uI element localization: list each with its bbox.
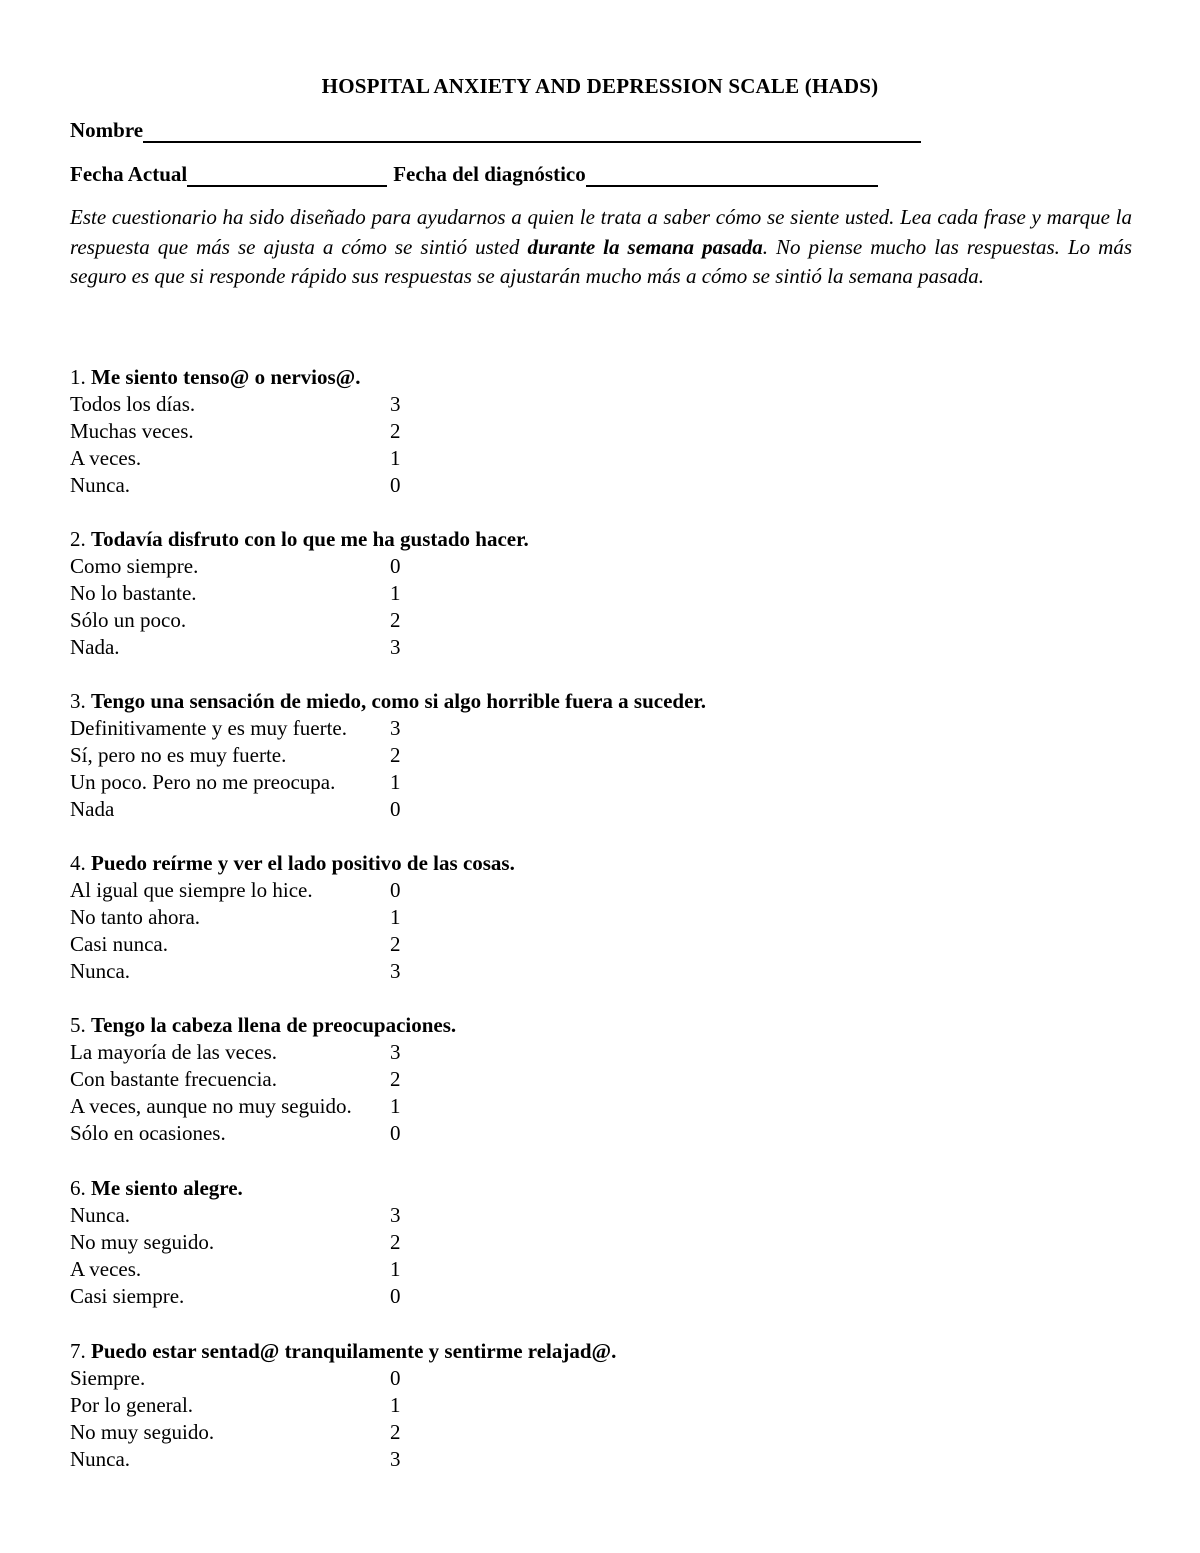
option-label: La mayoría de las veces. bbox=[70, 1040, 277, 1064]
option-label: Muchas veces. bbox=[70, 419, 194, 443]
answer-option[interactable] bbox=[70, 1093, 830, 1120]
option-score: 0 bbox=[390, 473, 401, 497]
question-text: Tengo la cabeza llena de preocupaciones. bbox=[91, 1013, 457, 1037]
option-label: Nada. bbox=[70, 635, 120, 659]
answer-option[interactable] bbox=[70, 1256, 830, 1283]
option-score: 3 bbox=[390, 716, 401, 740]
instructions-paragraph bbox=[70, 203, 1132, 292]
question-heading bbox=[70, 1012, 830, 1039]
answer-option[interactable] bbox=[70, 553, 830, 580]
option-score: 2 bbox=[390, 419, 401, 443]
answer-option[interactable] bbox=[70, 445, 830, 472]
question-number: 3. bbox=[70, 689, 86, 713]
answer-option[interactable] bbox=[70, 1039, 830, 1066]
instructions-emphasis: durante la semana pasada bbox=[527, 234, 763, 259]
answer-option[interactable] bbox=[70, 1419, 830, 1446]
option-score: 0 bbox=[390, 797, 401, 821]
question-heading bbox=[70, 688, 830, 715]
question-text: Me siento alegre. bbox=[91, 1176, 243, 1200]
option-score: 1 bbox=[390, 1393, 401, 1417]
document-title: HOSPITAL ANXIETY AND DEPRESSION SCALE (HADS) bbox=[321, 74, 879, 98]
option-score: 2 bbox=[390, 932, 401, 956]
option-score: 0 bbox=[390, 1366, 401, 1390]
option-score: 3 bbox=[390, 959, 401, 983]
option-label: No lo bastante. bbox=[70, 581, 197, 605]
option-score: 1 bbox=[390, 770, 401, 794]
option-label: Un poco. Pero no me preocupa. bbox=[70, 770, 336, 794]
answer-option[interactable] bbox=[70, 796, 830, 823]
answer-option[interactable] bbox=[70, 931, 830, 958]
option-label: A veces, aunque no muy seguido. bbox=[70, 1094, 352, 1118]
option-score: 2 bbox=[390, 608, 401, 632]
date-field-row bbox=[70, 161, 878, 187]
option-score: 1 bbox=[390, 581, 401, 605]
answer-option[interactable] bbox=[70, 877, 830, 904]
option-label: No muy seguido. bbox=[70, 1230, 215, 1254]
question-text: Puedo estar sentad@ tranquilamente y sentirme relajad@. bbox=[91, 1339, 617, 1363]
question-number: 1. bbox=[70, 365, 86, 389]
option-label: Con bastante frecuencia. bbox=[70, 1067, 277, 1091]
option-score: 3 bbox=[390, 1203, 401, 1227]
option-label: A veces. bbox=[70, 446, 142, 470]
answer-option[interactable] bbox=[70, 1202, 830, 1229]
question-number: 5. bbox=[70, 1013, 86, 1037]
option-label: Nunca. bbox=[70, 1203, 131, 1227]
answer-option[interactable] bbox=[70, 472, 830, 499]
answer-option[interactable] bbox=[70, 904, 830, 931]
option-score: 3 bbox=[390, 1040, 401, 1064]
answer-option[interactable] bbox=[70, 1392, 830, 1419]
option-label: Sí, pero no es muy fuerte. bbox=[70, 743, 287, 767]
answer-option[interactable] bbox=[70, 1283, 830, 1310]
option-label: A veces. bbox=[70, 1257, 142, 1281]
question-heading bbox=[70, 526, 830, 553]
option-label: Por lo general. bbox=[70, 1393, 194, 1417]
question-number: 7. bbox=[70, 1339, 86, 1363]
option-label: Definitivamente y es muy fuerte. bbox=[70, 716, 347, 740]
question-number: 6. bbox=[70, 1176, 86, 1200]
option-score: 0 bbox=[390, 878, 401, 902]
question-number: 4. bbox=[70, 851, 86, 875]
option-score: 1 bbox=[390, 905, 401, 929]
option-score: 0 bbox=[390, 554, 401, 578]
option-label: Al igual que siempre lo hice. bbox=[70, 878, 313, 902]
option-label: Todos los días. bbox=[70, 392, 196, 416]
option-label: Casi siempre. bbox=[70, 1284, 185, 1308]
question-7 bbox=[70, 1338, 830, 1473]
question-heading bbox=[70, 1338, 830, 1365]
option-label: No muy seguido. bbox=[70, 1420, 215, 1444]
question-6 bbox=[70, 1175, 830, 1310]
answer-option[interactable] bbox=[70, 1120, 830, 1147]
answer-option[interactable] bbox=[70, 1229, 830, 1256]
date-blank-line[interactable] bbox=[187, 163, 387, 187]
question-1 bbox=[70, 364, 830, 499]
diagnosis-label: Fecha del diagnóstico bbox=[393, 162, 586, 186]
option-score: 3 bbox=[390, 635, 401, 659]
question-text: Me siento tenso@ o nervios@. bbox=[91, 365, 361, 389]
date-label: Fecha Actual bbox=[70, 162, 188, 186]
name-label: Nombre bbox=[70, 118, 144, 142]
question-text: Todavía disfruto con lo que me ha gustado hacer. bbox=[91, 527, 529, 551]
question-3 bbox=[70, 688, 830, 823]
question-number: 2. bbox=[70, 527, 86, 551]
answer-option[interactable] bbox=[70, 1066, 830, 1093]
answer-option[interactable] bbox=[70, 958, 830, 985]
option-label: Nada bbox=[70, 797, 115, 821]
diagnosis-blank-line[interactable] bbox=[586, 163, 878, 187]
question-heading bbox=[70, 1175, 830, 1202]
answer-option[interactable] bbox=[70, 634, 830, 661]
question-heading bbox=[70, 850, 830, 877]
option-label: Nunca. bbox=[70, 1447, 131, 1471]
name-field-row bbox=[70, 117, 921, 143]
option-score: 1 bbox=[390, 1257, 401, 1281]
instructions-text-2: . No piense mucho las respuestas. Lo más seguro es que si responde rápido sus respuestas se ajustarán mucho más a cómo se sintió la semana pasada. bbox=[70, 234, 1132, 288]
option-score: 2 bbox=[390, 1067, 401, 1091]
option-label: Nunca. bbox=[70, 959, 131, 983]
option-score: 3 bbox=[390, 1447, 401, 1471]
answer-option[interactable] bbox=[70, 607, 830, 634]
answer-option[interactable] bbox=[70, 418, 830, 445]
option-score: 2 bbox=[390, 743, 401, 767]
option-label: No tanto ahora. bbox=[70, 905, 201, 929]
answer-option[interactable] bbox=[70, 769, 830, 796]
question-4 bbox=[70, 850, 830, 985]
option-score: 2 bbox=[390, 1420, 401, 1444]
option-label: Nunca. bbox=[70, 473, 131, 497]
answer-option[interactable] bbox=[70, 1365, 830, 1392]
option-label: Sólo en ocasiones. bbox=[70, 1121, 226, 1145]
option-score: 0 bbox=[390, 1284, 401, 1308]
question-heading bbox=[70, 364, 830, 391]
option-score: 2 bbox=[390, 1230, 401, 1254]
option-label: Como siempre. bbox=[70, 554, 199, 578]
name-blank-line[interactable] bbox=[143, 119, 921, 143]
question-text: Tengo una sensación de miedo, como si algo horrible fuera a suceder. bbox=[91, 689, 707, 713]
option-label: Casi nunca. bbox=[70, 932, 168, 956]
question-text: Puedo reírme y ver el lado positivo de las cosas. bbox=[91, 851, 515, 875]
option-score: 3 bbox=[390, 392, 401, 416]
answer-option[interactable] bbox=[70, 580, 830, 607]
answer-option[interactable] bbox=[70, 715, 830, 742]
option-label: Sólo un poco. bbox=[70, 608, 187, 632]
option-score: 1 bbox=[390, 1094, 401, 1118]
answer-option[interactable] bbox=[70, 742, 830, 769]
answer-option[interactable] bbox=[70, 391, 830, 418]
option-label: Siempre. bbox=[70, 1366, 146, 1390]
answer-option[interactable] bbox=[70, 1446, 830, 1473]
option-score: 1 bbox=[390, 446, 401, 470]
question-5 bbox=[70, 1012, 830, 1147]
option-score: 0 bbox=[390, 1121, 401, 1145]
instructions-text-1: Este cuestionario ha sido diseñado para ayudarnos a quien le trata a saber cómo se siente usted. Lea cada frase y marque la respuesta que más se ajusta a cómo se sintió usted bbox=[70, 205, 1132, 259]
question-2 bbox=[70, 526, 830, 661]
